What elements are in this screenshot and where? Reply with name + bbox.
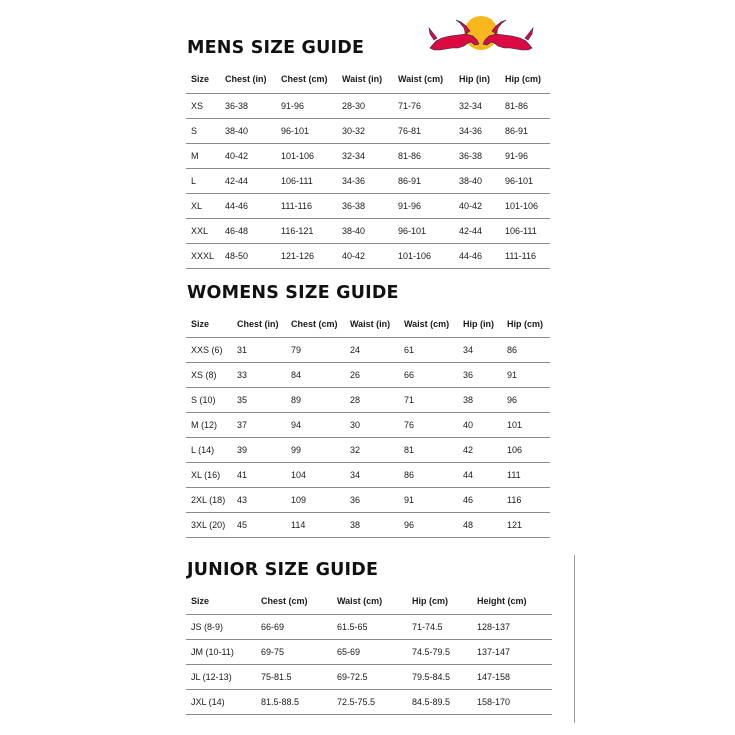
table-row [186,243,550,268]
table-cell: 111 [502,462,550,487]
table-cell: 89 [286,387,345,412]
table-cell: 2XL (18) [186,487,232,512]
table-cell: 40-42 [454,193,500,218]
table-cell: 34-36 [337,168,393,193]
table-cell: 40-42 [220,143,276,168]
table-cell: 96-101 [500,168,550,193]
column-header: Size [186,66,220,93]
table-cell: 30-32 [337,118,393,143]
table-cell: JM (10-11) [186,639,256,664]
table-cell: 36-38 [337,193,393,218]
table-cell: JS (8-9) [186,614,256,639]
table-cell: 71-76 [393,93,454,118]
table-cell: 91 [502,362,550,387]
table-cell: 45 [232,512,286,537]
table-cell: L [186,168,220,193]
table-cell: 66 [399,362,458,387]
table-cell: 101-106 [393,243,454,268]
table-cell: 65-69 [332,639,407,664]
table-cell: 43 [232,487,286,512]
table-cell: JL (12-13) [186,664,256,689]
table-cell: 121-126 [276,243,337,268]
table-cell: XXS (6) [186,337,232,362]
table-cell: 84 [286,362,345,387]
womens-header-row [186,311,550,337]
mens-size-guide-title: MENS SIZE GUIDE [187,38,365,58]
table-cell: 38-40 [337,218,393,243]
table-cell: 106 [502,437,550,462]
column-header: Chest (in) [220,66,276,93]
table-cell: 96 [399,512,458,537]
column-header: Size [186,589,256,614]
table-cell: 116-121 [276,218,337,243]
table-cell: 32-34 [337,143,393,168]
table-cell: 46 [458,487,502,512]
table-cell: L (14) [186,437,232,462]
column-header: Waist (in) [345,311,399,337]
table-cell: 96-101 [276,118,337,143]
table-cell: 36-38 [454,143,500,168]
column-header: Height (cm) [472,589,552,614]
sun-icon [464,16,498,50]
table-cell: S [186,118,220,143]
table-cell: 38-40 [220,118,276,143]
table-cell: 71 [399,387,458,412]
table-cell: 96-101 [393,218,454,243]
table-cell: 79.5-84.5 [407,664,472,689]
junior-size-table [186,589,552,715]
table-cell: 96 [502,387,550,412]
table-cell: 81-86 [393,143,454,168]
table-cell: 158-170 [472,689,552,714]
table-cell: 99 [286,437,345,462]
column-header: Waist (cm) [399,311,458,337]
column-header: Hip (cm) [500,66,550,93]
table-row [186,168,550,193]
table-cell: 34-36 [454,118,500,143]
table-cell: 42-44 [220,168,276,193]
table-cell: 36 [345,487,399,512]
table-cell: 32-34 [454,93,500,118]
table-cell: 86 [502,337,550,362]
table-cell: 86 [399,462,458,487]
table-cell: 32 [345,437,399,462]
table-cell: 42 [458,437,502,462]
table-cell: 101-106 [500,193,550,218]
column-header: Chest (cm) [276,66,337,93]
table-cell: 81 [399,437,458,462]
table-cell: 38 [345,512,399,537]
table-cell: 106-111 [276,168,337,193]
table-cell: 106-111 [500,218,550,243]
table-cell: 91 [399,487,458,512]
table-cell: 34 [458,337,502,362]
mens-header-row [186,66,550,93]
table-cell: 44-46 [454,243,500,268]
table-cell: 35 [232,387,286,412]
table-cell: 30 [345,412,399,437]
table-row [186,218,550,243]
womens-size-guide-title: WOMENS SIZE GUIDE [187,283,399,303]
table-row [186,337,550,362]
table-row [186,639,552,664]
table-cell: 38-40 [454,168,500,193]
mens-size-table [186,66,550,269]
table-cell: 38 [458,387,502,412]
column-header: Hip (in) [454,66,500,93]
junior-size-guide-title: JUNIOR SIZE GUIDE [187,560,379,580]
table-cell: 114 [286,512,345,537]
table-cell: 40-42 [337,243,393,268]
table-cell: 61.5-65 [332,614,407,639]
table-cell: 48-50 [220,243,276,268]
table-cell: 101-106 [276,143,337,168]
table-cell: 81-86 [500,93,550,118]
table-cell: 104 [286,462,345,487]
table-cell: 36-38 [220,93,276,118]
table-cell: M (12) [186,412,232,437]
column-header: Waist (cm) [332,589,407,614]
table-row [186,362,550,387]
table-cell: 34 [345,462,399,487]
table-cell: 76 [399,412,458,437]
table-cell: XXL [186,218,220,243]
junior-header-row [186,589,552,614]
table-row [186,614,552,639]
table-cell: 137-147 [472,639,552,664]
table-cell: 86-91 [500,118,550,143]
table-cell: 28 [345,387,399,412]
table-cell: JXL (14) [186,689,256,714]
table-row [186,689,552,714]
table-cell: 44-46 [220,193,276,218]
table-cell: 28-30 [337,93,393,118]
table-row [186,118,550,143]
table-cell: 81.5-88.5 [256,689,332,714]
table-cell: 111-116 [500,243,550,268]
table-cell: 3XL (20) [186,512,232,537]
column-header: Hip (in) [458,311,502,337]
table-row [186,437,550,462]
table-cell: 42-44 [454,218,500,243]
column-header: Size [186,311,232,337]
table-cell: 44 [458,462,502,487]
column-header: Waist (in) [337,66,393,93]
table-row [186,462,550,487]
table-cell: XS [186,93,220,118]
column-header: Chest (cm) [286,311,345,337]
table-cell: 69-75 [256,639,332,664]
table-cell: 111-116 [276,193,337,218]
page-edge-divider [574,555,575,723]
table-cell: 91-96 [276,93,337,118]
table-cell: 121 [502,512,550,537]
table-cell: 71-74.5 [407,614,472,639]
table-cell: 91-96 [393,193,454,218]
red-bull-logo-icon [428,14,534,54]
table-cell: 61 [399,337,458,362]
table-cell: 41 [232,462,286,487]
table-cell: 36 [458,362,502,387]
table-cell: 26 [345,362,399,387]
column-header: Chest (cm) [256,589,332,614]
table-cell: XXXL [186,243,220,268]
table-cell: 86-91 [393,168,454,193]
table-cell: 128-137 [472,614,552,639]
table-cell: XL [186,193,220,218]
column-header: Waist (cm) [393,66,454,93]
table-cell: S (10) [186,387,232,412]
table-row [186,664,552,689]
table-cell: 91-96 [500,143,550,168]
table-row [186,512,550,537]
table-row [186,412,550,437]
table-cell: 74.5-79.5 [407,639,472,664]
table-cell: 109 [286,487,345,512]
table-cell: 37 [232,412,286,437]
table-cell: 101 [502,412,550,437]
table-row [186,143,550,168]
table-cell: 66-69 [256,614,332,639]
table-cell: 33 [232,362,286,387]
table-cell: 39 [232,437,286,462]
table-cell: M [186,143,220,168]
table-cell: 31 [232,337,286,362]
table-cell: 147-158 [472,664,552,689]
column-header: Hip (cm) [502,311,550,337]
table-row [186,93,550,118]
table-cell: 48 [458,512,502,537]
table-cell: XL (16) [186,462,232,487]
table-cell: 94 [286,412,345,437]
table-cell: 72.5-75.5 [332,689,407,714]
table-cell: 69-72.5 [332,664,407,689]
column-header: Chest (in) [232,311,286,337]
table-cell: 84.5-89.5 [407,689,472,714]
table-row [186,387,550,412]
table-cell: 24 [345,337,399,362]
table-cell: 79 [286,337,345,362]
table-row [186,487,550,512]
table-cell: 40 [458,412,502,437]
table-cell: 116 [502,487,550,512]
table-cell: 46-48 [220,218,276,243]
table-row [186,193,550,218]
womens-size-table [186,311,550,538]
table-cell: 75-81.5 [256,664,332,689]
table-cell: XS (8) [186,362,232,387]
table-cell: 76-81 [393,118,454,143]
column-header: Hip (cm) [407,589,472,614]
